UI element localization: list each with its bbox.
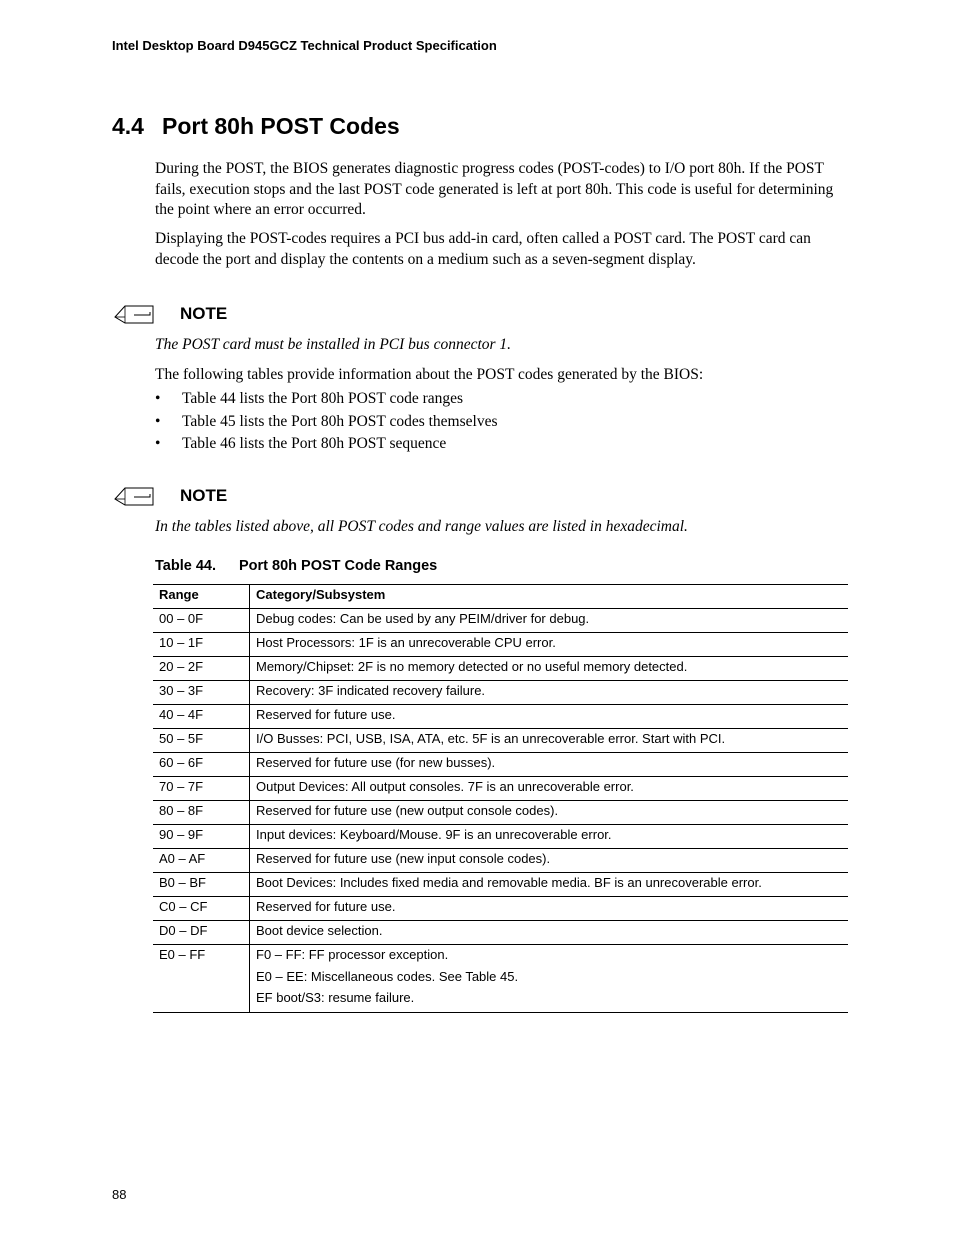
range-cell: 20 – 2F	[153, 657, 250, 681]
table-row	[153, 801, 848, 825]
table-row	[153, 681, 848, 705]
category-line: F0 – FF: FF processor exception.	[256, 947, 449, 962]
range-cell: 40 – 4F	[153, 705, 250, 729]
category-cell: Reserved for future use (new output console codes).	[256, 803, 559, 818]
range-cell: 90 – 9F	[153, 825, 250, 849]
range-cell: 70 – 7F	[153, 777, 250, 801]
category-cell: Debug codes: Can be used by any PEIM/driver for debug.	[256, 611, 590, 626]
category-cell: Reserved for future use.	[256, 707, 396, 722]
column-header-range: Range	[153, 585, 250, 609]
range-cell: A0 – AF	[153, 849, 250, 873]
intro-paragraph: During the POST, the BIOS generates diagnostic progress codes (POST-codes) to I/O port 80h. If the POST fails, execution stops and the last POST code generated is left at port 80h. This code is useful for determining the point where an error occurred.	[155, 160, 834, 218]
tables-intro-paragraph: The following tables provide information about the POST codes generated by the BIOS:	[155, 366, 704, 383]
bullet-icon: •	[155, 412, 161, 430]
category-line: E0 – EE: Miscellaneous codes. See Table 45.	[256, 968, 519, 984]
range-cell: 60 – 6F	[153, 753, 250, 777]
note-pencil-icon	[112, 485, 156, 511]
range-cell: 30 – 3F	[153, 681, 250, 705]
table-row	[153, 897, 848, 921]
category-line: EF boot/S3: resume failure.	[256, 990, 415, 1005]
note-label: NOTE	[180, 304, 228, 323]
category-cell	[250, 945, 849, 1013]
table-row	[153, 729, 848, 753]
category-cell: Reserved for future use.	[256, 899, 396, 914]
table-row	[153, 873, 848, 897]
column-header-category: Category/Subsystem	[256, 587, 386, 602]
category-cell: Host Processors: 1F is an unrecoverable CPU error.	[256, 635, 556, 650]
category-cell: Output Devices: All output consoles. 7F is an unrecoverable error.	[256, 779, 634, 794]
note-label: NOTE	[180, 486, 228, 505]
bullet-icon: •	[155, 390, 161, 407]
section-number: 4.4	[112, 113, 144, 139]
section-heading: Port 80h POST Codes	[162, 113, 400, 139]
table-row	[153, 609, 848, 633]
range-cell: D0 – DF	[153, 921, 250, 945]
range-cell: B0 – BF	[153, 873, 250, 897]
note-text: The POST card must be installed in PCI bus connector 1.	[155, 336, 512, 353]
category-cell: Boot Devices: Includes fixed media and removable media. BF is an unrecoverable error.	[256, 875, 762, 890]
table-row	[153, 753, 848, 777]
table-row	[153, 849, 848, 873]
list-item	[155, 389, 498, 412]
table-row	[153, 825, 848, 849]
section-title	[112, 113, 400, 140]
table-caption	[155, 558, 437, 574]
bullet-icon: •	[155, 435, 161, 452]
table-number: Table 44.	[155, 558, 216, 574]
table-row	[153, 705, 848, 729]
category-cell: Input devices: Keyboard/Mouse. 9F is an unrecoverable error.	[256, 827, 612, 842]
range-cell: 80 – 8F	[153, 801, 250, 825]
category-cell: Recovery: 3F indicated recovery failure.	[256, 683, 486, 698]
table-row	[153, 921, 848, 945]
table-list	[155, 389, 498, 457]
category-cell: Reserved for future use (for new busses).	[256, 755, 496, 770]
list-item-text: Table 44 lists the Port 80h POST code ranges	[182, 390, 464, 407]
post-code-ranges-table	[153, 584, 848, 1013]
table-row	[153, 945, 848, 1013]
range-cell: 00 – 0F	[153, 609, 250, 633]
table-row	[153, 777, 848, 801]
table-header-row	[153, 585, 848, 609]
range-cell: 50 – 5F	[153, 729, 250, 753]
list-item	[155, 412, 498, 435]
list-item	[155, 434, 498, 457]
note-pencil-icon	[112, 303, 156, 329]
range-cell: C0 – CF	[153, 897, 250, 921]
range-cell: 10 – 1F	[153, 633, 250, 657]
list-item-text: Table 46 lists the Port 80h POST sequence	[182, 435, 447, 452]
category-cell: Reserved for future use (new input console codes).	[256, 851, 551, 866]
category-cell: I/O Busses: PCI, USB, ISA, ATA, etc. 5F is an unrecoverable error. Start with PCI.	[256, 731, 726, 746]
post-card-paragraph: Displaying the POST-codes requires a PCI bus add-in card, often called a POST card. The POST card can decode the port and display the contents on a medium such as a seven-segment display.	[155, 230, 811, 268]
note-text: In the tables listed above, all POST codes and range values are listed in hexadecimal.	[155, 518, 688, 535]
category-cell: Memory/Chipset: 2F is no memory detected or no useful memory detected.	[256, 659, 688, 674]
list-item-text: Table 45 lists the Port 80h POST codes themselves	[182, 412, 498, 430]
running-header: Intel Desktop Board D945GCZ Technical Product Specification	[112, 38, 497, 53]
range-cell: E0 – FF	[153, 945, 250, 1013]
category-cell: Boot device selection.	[256, 923, 383, 938]
table-row	[153, 633, 848, 657]
table-row	[153, 657, 848, 681]
table-title: Port 80h POST Code Ranges	[239, 558, 438, 574]
page-number: 88	[112, 1187, 127, 1202]
